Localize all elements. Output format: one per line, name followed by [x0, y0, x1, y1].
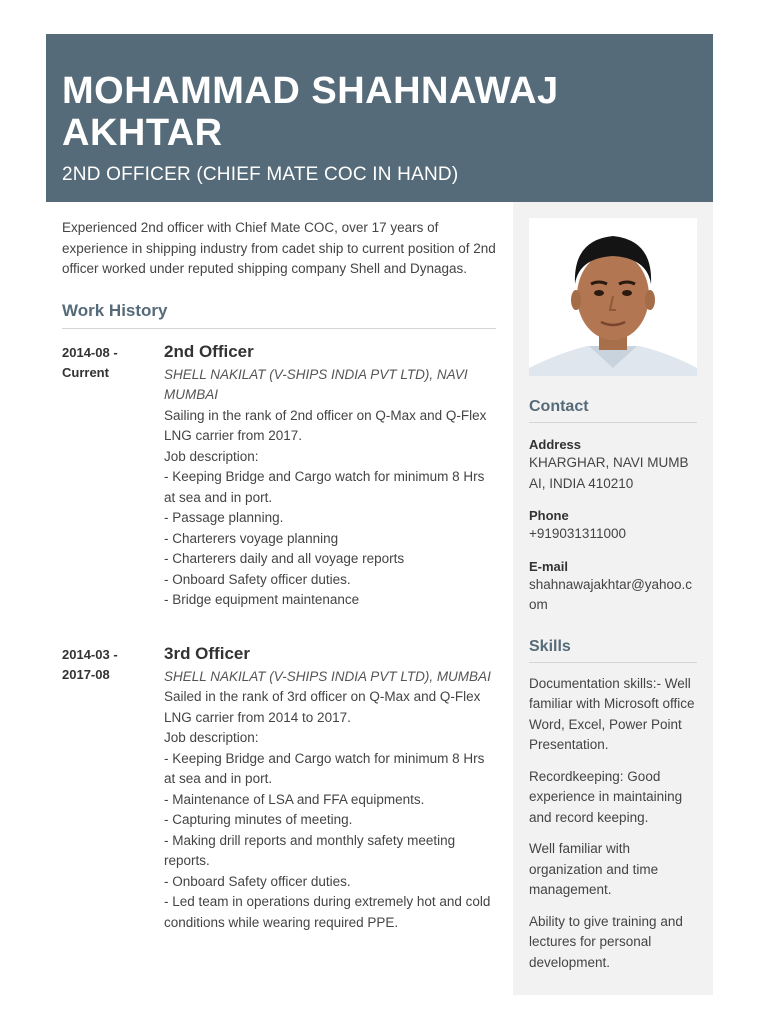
skill-item: Well familiar with organization and time management. — [529, 841, 659, 897]
job-line: - Maintenance of LSA and FFA equipments. — [164, 791, 425, 807]
job-date-end: Current — [62, 365, 109, 380]
address-value: KHARGHAR, NAVI MUMBAI, INDIA 410210 — [529, 455, 689, 491]
job-date-start: 2014-03 - — [62, 646, 118, 662]
job-company: SHELL NAKILAT (V-SHIPS INDIA PVT LTD), NAVI MUMBAI — [164, 366, 468, 402]
job-date-start: 2014-08 - — [62, 344, 118, 360]
job-dates — [62, 643, 164, 934]
job-company: SHELL NAKILAT (V-SHIPS INDIA PVT LTD), MUMBAI — [164, 668, 491, 684]
sidebar — [513, 202, 713, 995]
work-history-heading: Work History — [62, 301, 496, 329]
job-line: - Charterers voyage planning — [164, 530, 339, 546]
job-line: Sailed in the rank of 3rd officer on Q-Max and Q-Flex LNG carrier from 2014 to 2017. — [164, 689, 481, 725]
email-label: E-mail — [529, 558, 569, 574]
job-line: - Bridge equipment maintenance — [164, 592, 360, 607]
main-column — [62, 218, 496, 933]
job-line: - Keeping Bridge and Cargo watch for minimum 8 Hrs at sea and in port. — [164, 469, 485, 505]
phone-value: +919031311000 — [529, 526, 626, 541]
job-entry — [62, 341, 496, 611]
job-line: - Onboard Safety officer duties. — [164, 873, 351, 889]
job-line: - Led team in operations during extremely hot and cold conditions while wearing required PPE. — [164, 894, 491, 930]
address-label: Address — [529, 437, 582, 452]
job-title: 2nd Officer — [164, 341, 254, 361]
job-line: Sailing in the rank of 2nd officer on Q-Max and Q-Flex LNG carrier from 2017. — [164, 407, 487, 443]
candidate-name: MOHAMMAD SHAHNAWAJ AKHTAR — [62, 70, 559, 154]
candidate-title: 2ND OFFICER (CHIEF MATE COC IN HAND) — [62, 164, 459, 185]
resume-header — [46, 34, 713, 202]
job-line: - Capturing minutes of meeting. — [164, 812, 353, 827]
skill-item: Ability to give training and lectures for personal development. — [529, 913, 683, 970]
phone-label: Phone — [529, 508, 569, 523]
skill-item: Recordkeeping: Good experience in maintaining and record keeping. — [529, 768, 683, 825]
job-line: - Charterers daily and all voyage reports — [164, 551, 405, 566]
job-body — [164, 643, 496, 934]
job-line: - Keeping Bridge and Cargo watch for minimum 8 Hrs at sea and in port. — [164, 750, 485, 786]
email-value: shahnawajakhtar@yahoo.com — [529, 576, 693, 612]
job-title: 3rd Officer — [164, 643, 250, 663]
profile-photo — [529, 218, 697, 376]
job-line: - Making drill reports and monthly safety meeting reports. — [164, 832, 456, 868]
skills-heading: Skills — [529, 638, 697, 663]
job-dates — [62, 341, 164, 611]
job-line: - Passage planning. — [164, 510, 284, 525]
job-body — [164, 341, 496, 611]
profile-photo-image — [529, 218, 697, 376]
professional-summary: Experienced 2nd officer with Chief Mate COC, over 17 years of experience in shipping industry from cadet ship to current position of 2nd officer worked under reputed shipping company Shell and Dynagas. — [62, 220, 496, 276]
job-line: Job description: — [164, 448, 259, 464]
contact-heading: Contact — [529, 398, 697, 423]
job-date-end: 2017-08 — [62, 667, 110, 682]
job-entry — [62, 643, 496, 934]
skill-item: Documentation skills:- Well familiar with Microsoft office Word, Excel, Power Point Presentation. — [529, 675, 695, 752]
job-line: Job description: — [164, 730, 259, 745]
job-line: - Onboard Safety officer duties. — [164, 571, 351, 587]
